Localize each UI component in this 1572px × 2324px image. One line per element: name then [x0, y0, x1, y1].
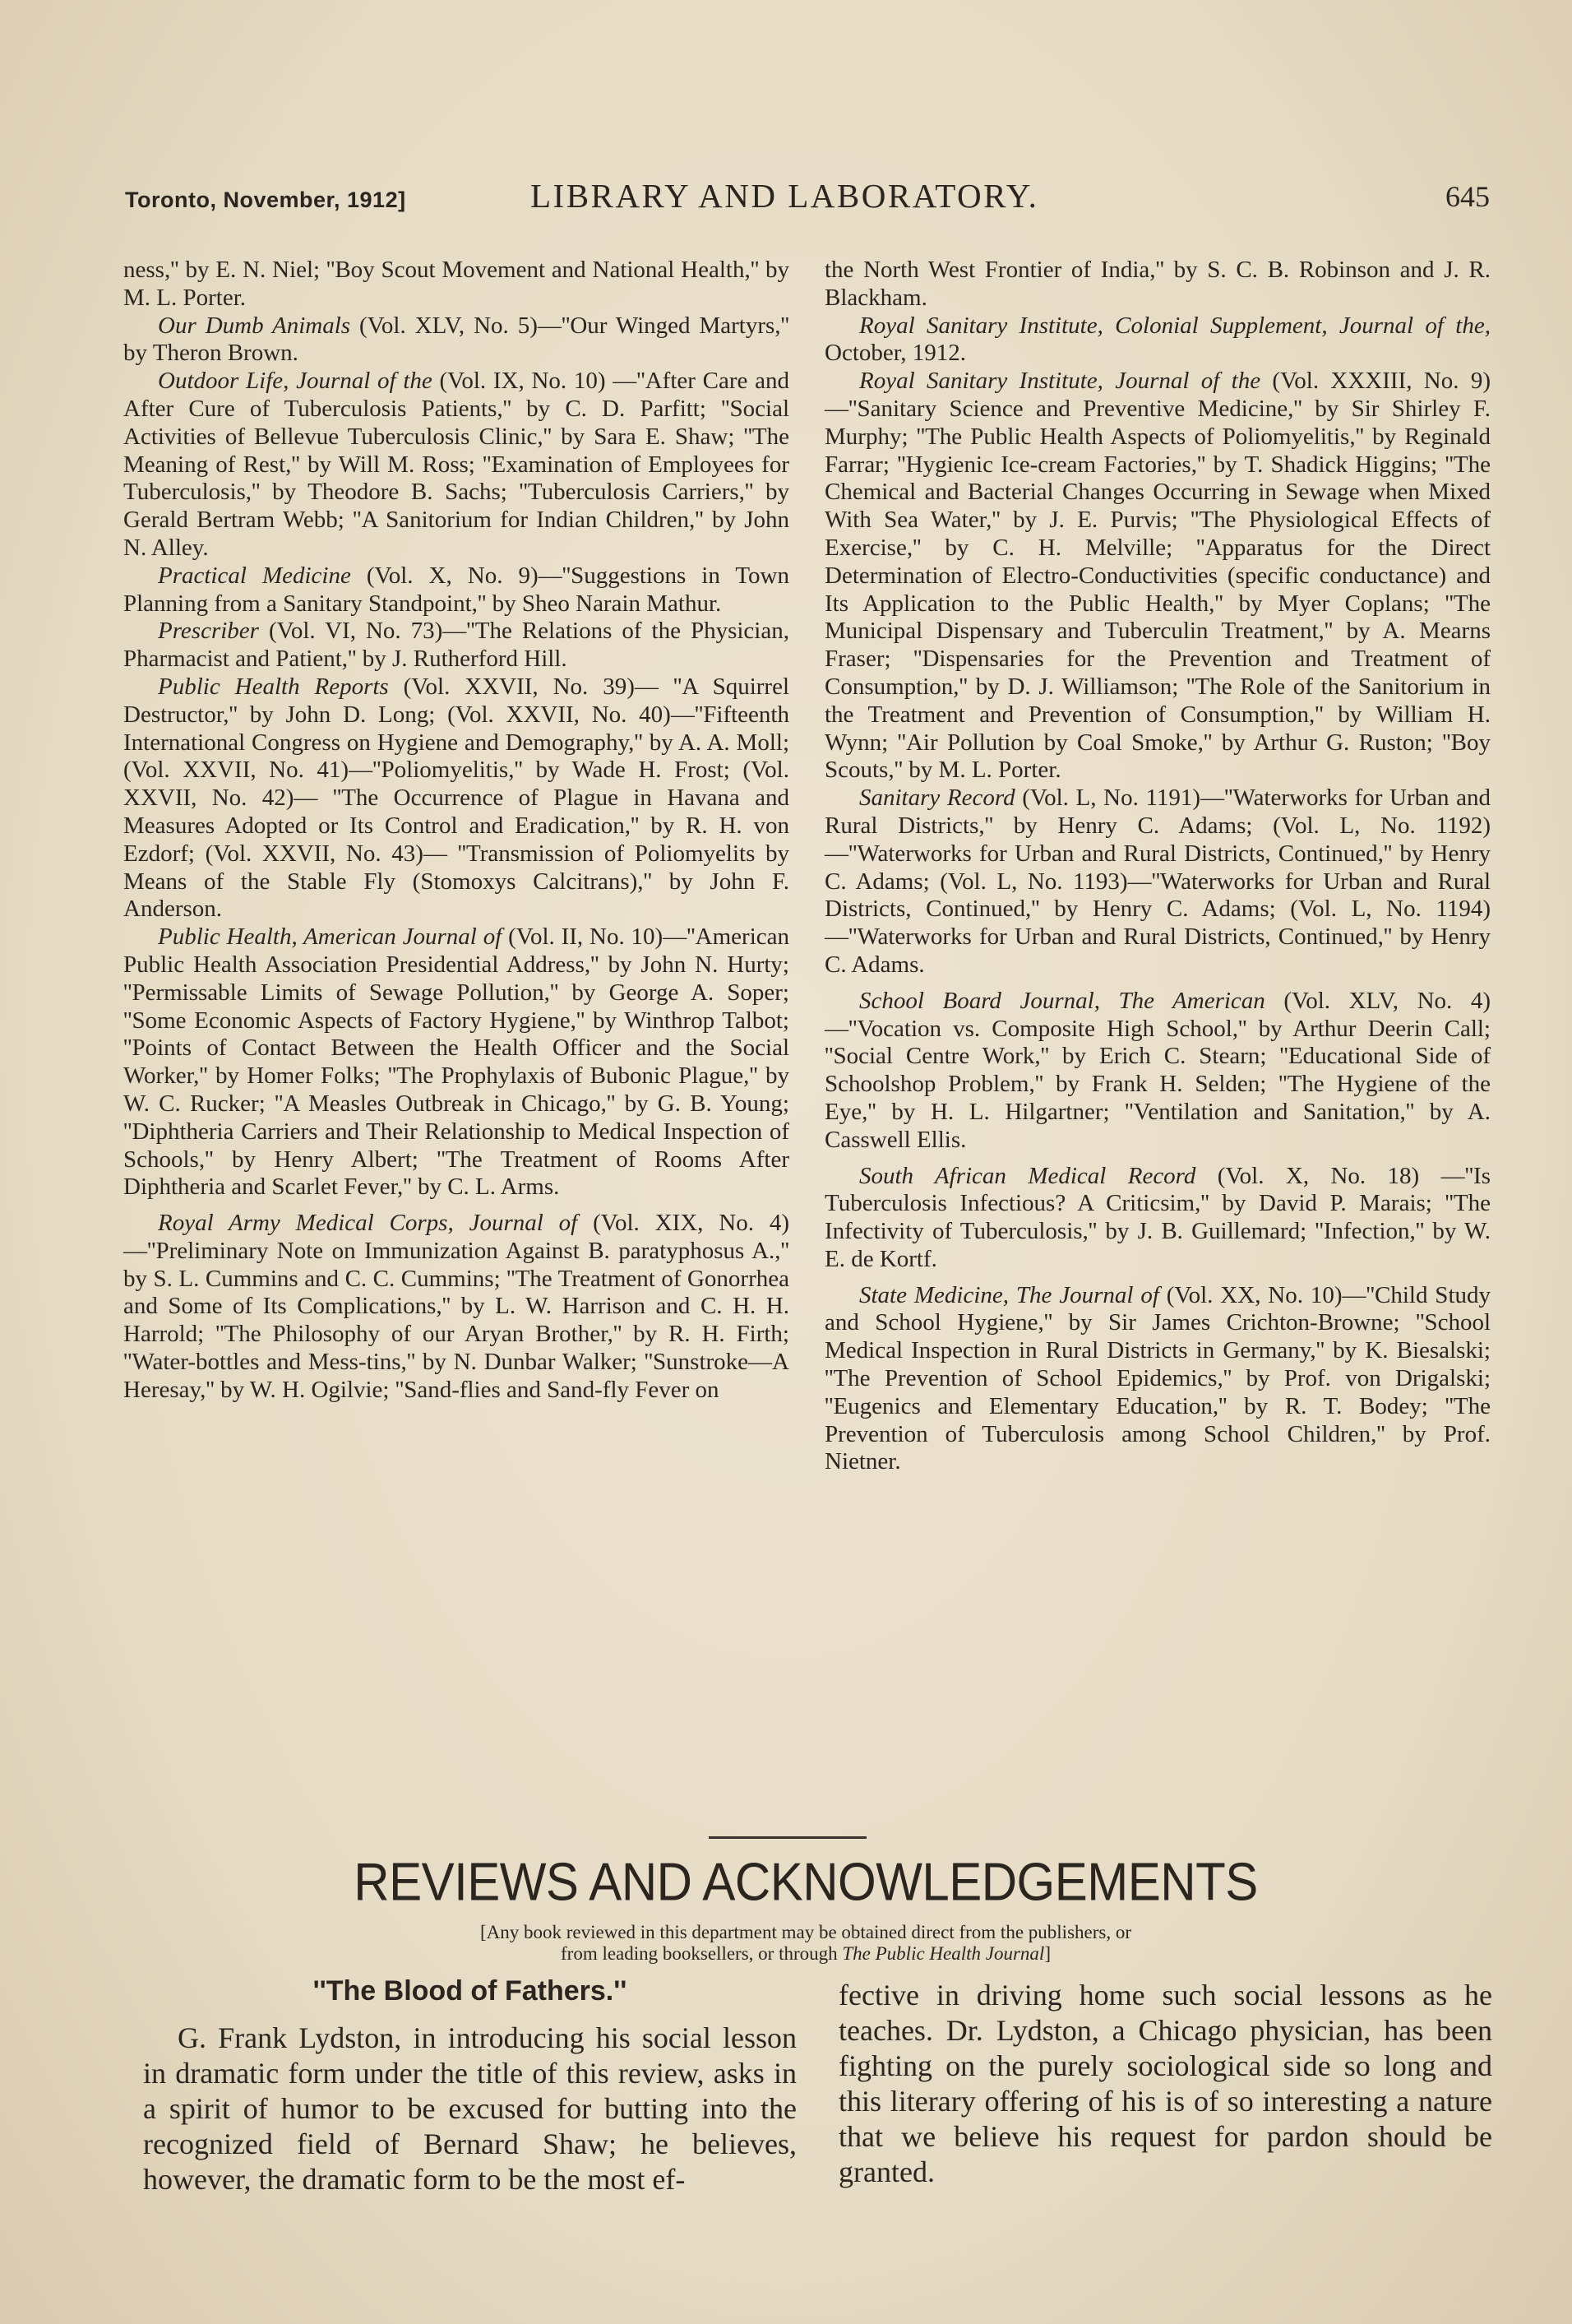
list-item: Practical Medicine (Vol. X, No. 9)—''Suggestions in Town Planning from a Sanitary Standpoint,'' by Sheo Narain Mathur.: [123, 562, 789, 617]
list-item: School Board Journal, The American (Vol. XLV, No. 4)—''Vocation vs. Composite High School,'' by Arthur Deerin Call; ''Social Centre Work,'' by Erich C. Stearn; ''Educational Side of Schoolshop Problem,'' by Frank H. Selden; ''The Hygiene of the Eye,'' by H. L. Hilgartner; ''Ventilation and Sanitation,'' by A. Casswell Ellis.: [825, 987, 1491, 1153]
left-column: [123, 257, 789, 1405]
section-divider: [709, 1836, 867, 1839]
review-left-column: [143, 1974, 797, 2197]
list-item: Public Health, American Journal of (Vol. II, No. 10)—''American Public Health Association Presidential Address,'' by John N. Hurty; ''Permissable Limits of Sewage Pollution,'' by George A. Soper; ''Some Economic Aspects of Factory Hygiene,'' by Winthrop Talbot; ''Points of Contact Between the Health Officer and the Social Worker,'' by Homer Folks; ''The Prophylaxis of Bubonic Plague,'' by W. C. Rucker; ''A Measles Outbreak in Chicago,'' by G. B. Young; ''Diphtheria Carriers and Their Relationship to Medical Inspection of Schools,'' by Henry Albert; ''The Treatment of Rooms After Diphtheria and Scarlet Fever,'' by C. L. Arms.: [123, 924, 789, 1201]
right-column: [825, 257, 1491, 1476]
running-header: [125, 176, 1490, 225]
list-item: ness,'' by E. N. Niel; ''Boy Scout Movement and National Health,'' by M. L. Porter.: [123, 257, 789, 311]
list-item: State Medicine, The Journal of (Vol. XX, No. 10)—''Child Study and School Hygiene,'' by Sir James Crichton-Browne; ''School Medical Inspection in Rural Districts in Germany,'' by K. Biesalski; ''The Prevention of School Epidemics,'' by Prof. von Drigalski; ''Eugenics and Elementary Education,'' by R. T. Bodey; ''The Prevention of Tuberculosis among School Children,'' by Prof. Nietner.: [825, 1281, 1491, 1475]
list-item: Royal Sanitary Institute, Journal of the (Vol. XXXIII, No. 9)—''Sanitary Science and Preventive Medicine,'' by Sir Shirley F. Murphy; ''The Public Health Aspects of Poliomyelitis,'' by Reginald Farrar; ''Hygienic Ice-cream Factories,'' by T. Shadick Higgins; ''The Chemical and Bacterial Changes Occurring in Sewage when Mixed With Sea Water,'' by J. E. Purvis; ''The Physiological Effects of Exercise,'' by C. H. Melville; ''Apparatus for the Direct Determination of Electro-Conductivities (specific conductance) and Its Application to the Public Health,'' by Myer Coplans; ''The Municipal Dispensary and Tuberculin Treatment,'' by A. Mearns Fraser; ''Dispensaries for the Prevention and Treatment of Consumption,'' by D. J. Williamson; ''The Role of the Sanitorium in the Treatment and Prevention of Consumption,'' by William H. Wynn; ''Air Pollution by Coal Smoke,'' by Arthur G. Ruston; ''Boy Scouts,'' by M. L. Porter.: [825, 368, 1491, 784]
list-item: Sanitary Record (Vol. L, No. 1191)—''Waterworks for Urban and Rural Districts,'' by Henry C. Adams; (Vol. L, No. 1192)—''Waterworks for Urban and Rural Districts, Continued,'' by Henry C. Adams; (Vol. L, No. 1193)—''Waterworks for Urban and Rural Districts, Continued,'' by Henry C. Adams; (Vol. L, No. 1194)—''Waterworks for Urban and Rural Districts, Continued,'' by Henry C. Adams.: [825, 785, 1491, 978]
header-title: LIBRARY AND LABORATORY.: [530, 177, 1039, 215]
page-number: 645: [1445, 180, 1490, 213]
list-item: South African Medical Record (Vol. X, No. 18) —''Is Tuberculosis Infectious? A Criticsim,'' by David P. Marais; ''The Infectivity of Tuberculosis,'' by J. B. Guillemard; ''Infection,'' by W. E. de Kortf.: [825, 1162, 1491, 1272]
section-heading: REVIEWS AND ACKNOWLEDGEMENTS: [354, 1852, 1258, 1912]
review-body-left: G. Frank Lydston, in introducing his social lesson in dramatic form under the title of this review, asks in a spirit of humor to be excused for butting into the recognized field of Bernard Shaw; he believes, however, the dramatic form to be the most ef-: [143, 2021, 797, 2196]
review-title: ''The Blood of Fathers.'': [312, 1975, 627, 2007]
list-item: Outdoor Life, Journal of the (Vol. IX, No. 10) —''After Care and After Cure of Tuberculosis Patients,'' by C. D. Parfitt; ''Social Activities of Bellevue Tuberculosis Clinic,'' by Sara E. Shaw; ''The Meaning of Rest,'' by Will M. Ross; ''Examination of Employees for Tuberculosis,'' by Theodore B. Sachs; ''Tuberculosis Carriers,'' by Gerald Bertram Webb; ''A Sanitorium for Indian Children,'' by John N. Alley.: [123, 368, 789, 561]
list-item: the North West Frontier of India,'' by S. C. B. Robinson and J. R. Blackham.: [825, 257, 1491, 311]
list-item: Public Health Reports (Vol. XXVII, No. 39)— ''A Squirrel Destructor,'' by John D. Long; (Vol. XXVII, No. 40)—''Fifteenth International Congress on Hygiene and Demography,'' by A. A. Moll; (Vol. XXVII, No. 41)—''Poliomyelitis,'' by Wade H. Frost; (Vol. XXVII, No. 42)— ''The Occurrence of Plague in Havana and Measures Adopted or Its Control and Eradication,'' by R. H. von Ezdorf; (Vol. XXVII, No. 43)— ''Transmission of Poliomyelits by Means of the Stable Fly (Stomoxys Calcitrans),'' by John F. Anderson.: [123, 673, 790, 923]
section-note-line-2: from leading booksellers, or through The Public Health Journal]: [561, 1943, 1051, 1964]
header-place-date: Toronto, November, 1912]: [125, 187, 406, 212]
list-item: Our Dumb Animals (Vol. XLV, No. 5)—''Our Winged Martyrs,'' by Theron Brown.: [123, 312, 789, 367]
list-item: Royal Sanitary Institute, Colonial Supplement, Journal of the, October, 1912.: [825, 312, 1491, 367]
section-note: [123, 1922, 1488, 1965]
review-body-right: fective in driving home such social lessons as he teaches. Dr. Lydston, a Chicago physician, has been fighting on the purely sociological side so long and this literary offering of his is of so interesting a nature that we believe his request for pardon should be granted.: [839, 1979, 1492, 2188]
section-note-line-1: [Any book reviewed in this department may be obtained direct from the publishers, or: [479, 1922, 1131, 1942]
list-item: Royal Army Medical Corps, Journal of (Vol. XIX, No. 4)—''Preliminary Note on Immunization Against B. paratyphosus A.,'' by S. L. Cummins and C. C. Cummins; ''The Treatment of Gonorrhea and Some of Its Complications,'' by L. W. Harrison and C. H. H. Harrold; ''The Philosophy of our Aryan Brother,'' by R. H. Firth; ''Water-bottles and Mess-tins,'' by N. Dunbar Walker; ''Sunstroke—A Heresay,'' by W. H. Ogilvie; ''Sand-flies and Sand-fly Fever on: [123, 1210, 789, 1403]
review-right-column: [839, 1978, 1492, 2190]
list-item: Prescriber (Vol. VI, No. 73)—''The Relations of the Physician, Pharmacist and Patient,'' by J. Rutherford Hill.: [123, 618, 789, 673]
